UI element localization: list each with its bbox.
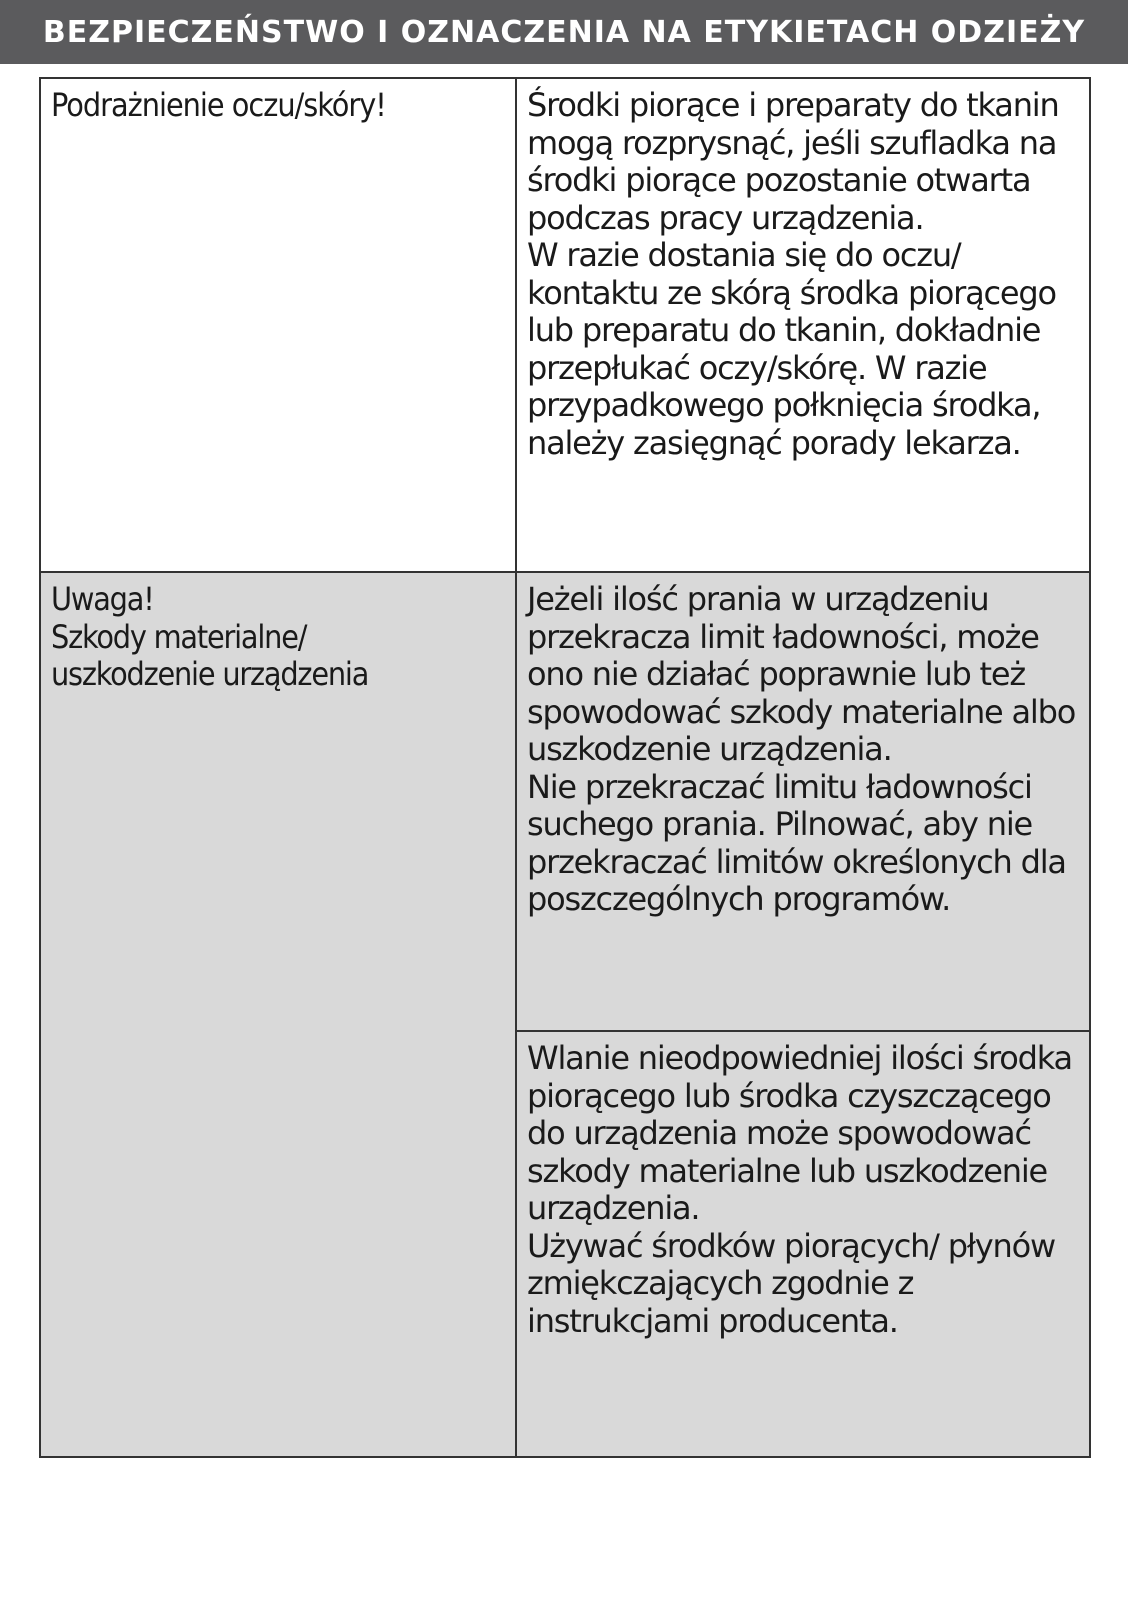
hazard-label-line: Uwaga!: [51, 580, 154, 618]
description-paragraph: Nie przekraczać limitu ładowności suchego prania. Pilnować, aby nie przekraczać limitów określonych dla poszczególnych programów.: [527, 767, 1066, 918]
section-title: BEZPIECZEŃSTWO I OZNACZENIA NA ETYKIETACH ODZIEŻY: [42, 14, 1086, 50]
description-paragraph: Jeżeli ilość prania w urządzeniu przekracza limit ładowności, może ono nie działać poprawnie lub też spowodować szkody materialne albo uszkodzenie urządzenia.: [527, 580, 1076, 768]
hazard-label-line: uszkodzenie urządzenia: [51, 655, 369, 693]
hazard-description-cell: [516, 572, 1090, 1031]
description-paragraph: W razie dostania się do oczu/ kontaktu ze skórą środka piorącego lub preparatu do tkanin, dokładnie przepłukać oczy/skórę. W razie przypadkowego połknięcia środka, należy zasięgnąć porady lekarza.: [527, 236, 1056, 462]
description-paragraph: Wlanie nieodpowiedniej ilości środka piorącego lub środka czyszczącego do urządzenia może spowodować szkody materialne lub uszkodzenie urządzenia.: [527, 1039, 1072, 1227]
hazard-label: Podrażnienie oczu/skóry!: [51, 86, 386, 124]
hazard-label-cell: [40, 78, 516, 572]
safety-table: [39, 77, 1091, 1458]
description-paragraph: Używać środków piorących/ płynów zmiękczających zgodnie z instrukcjami producenta.: [527, 1226, 1055, 1340]
table-row: [40, 572, 1090, 1031]
hazard-label-cell: [40, 572, 516, 1457]
description-paragraph: Środki piorące i preparaty do tkanin mogą rozprysnąć, jeśli szufladka na środki piorące pozostanie otwarta podczas pracy urządzenia.: [527, 86, 1059, 237]
section-header: [0, 0, 1128, 64]
hazard-description-cell: [516, 78, 1090, 572]
hazard-label-line: Szkody materialne/: [51, 617, 307, 656]
table-row: [40, 78, 1090, 572]
hazard-description-cell: [516, 1031, 1090, 1457]
